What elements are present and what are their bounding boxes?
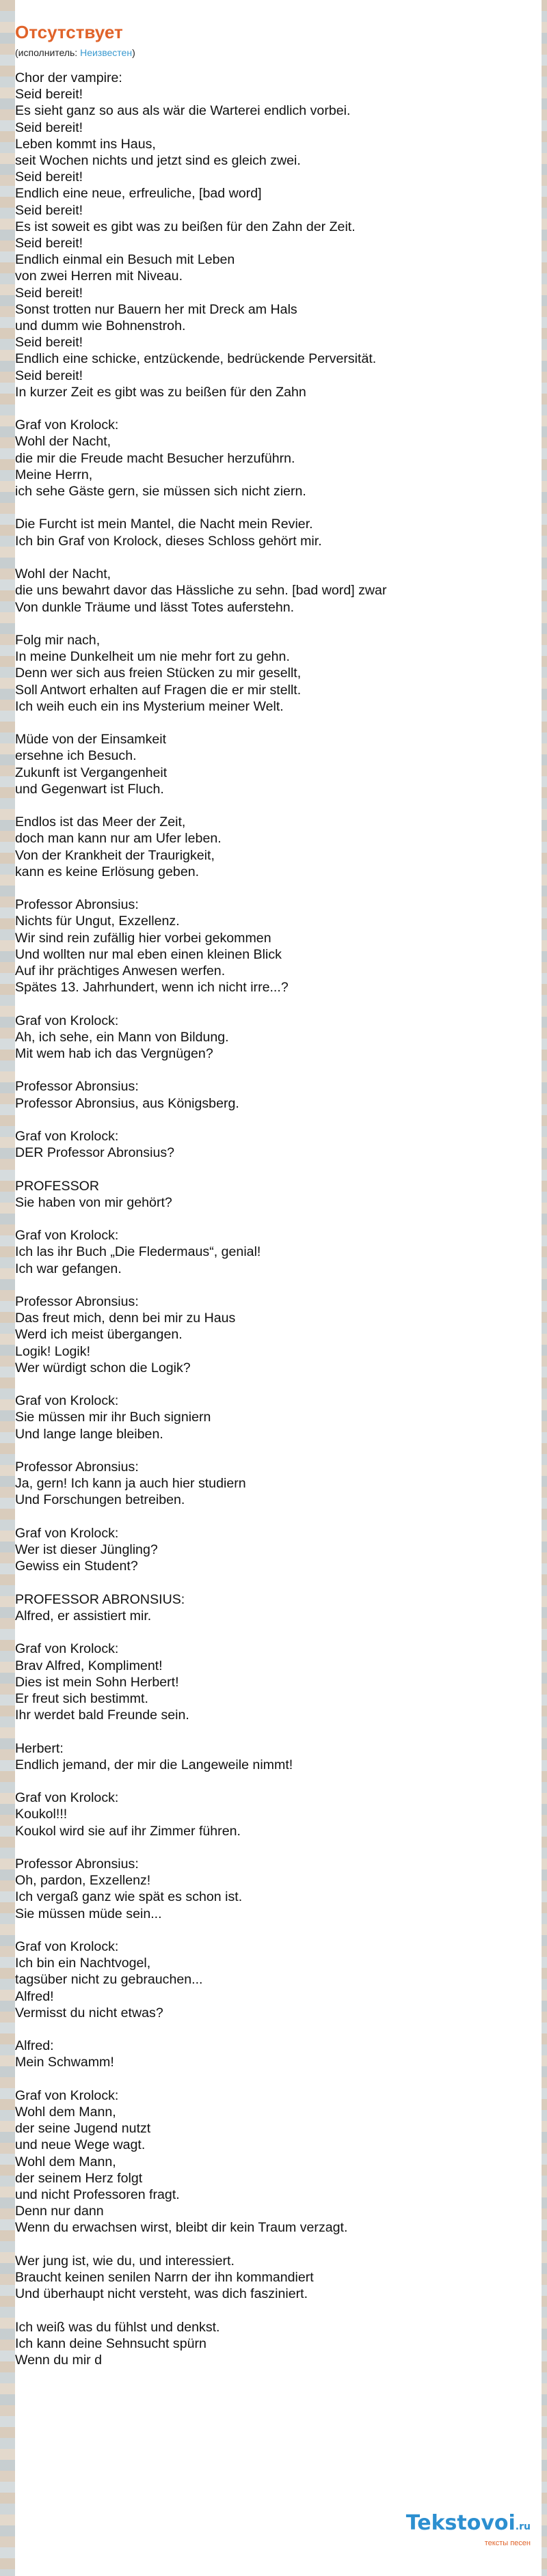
performer-line xyxy=(15,46,542,59)
lyrics-page xyxy=(15,0,542,2576)
logo-tagline: тексты песен xyxy=(484,2539,531,2547)
performer-link[interactable]: Неизвестен xyxy=(80,47,133,58)
logo-wordmark xyxy=(406,2512,531,2538)
lyrics-text: Chor der vampire: Seid bereit! Es sieht ganz so aus als wär die Warterei endlich vorbei. Seid bereit! Leben kommt ins Haus, seit Wochen nichts und jetzt sind es gleich zwei. Seid bereit! Endlich eine neue, erfreuliche, [bad word] Seid bereit! Es ist soweit es gibt was zu beißen für den Zahn der Zeit. Seid bereit! Endlich einmal ein Besuch mit Leben von zwei Herren mit Niveau. Seid bereit! Sonst trotten nur Bauern her mit Dreck am Hals und dumm wie Bohnenstroh. Seid bereit! Endlich eine schicke, entzückende, bedrückende Perversität. Seid bereit! In kurzer Zeit es gibt was zu beißen für den Zahn Graf von Krolock: Wohl der Nacht, die mir die Freude macht Besucher herzuführn. Meine Herrn, ich sehe Gäste gern, sie müssen sich nicht ziern. Die Furcht ist mein Mantel, die Nacht mein Revier. Ich bin Graf von Krolock, dieses Schloss gehört mir. Wohl der Nacht, die uns bewahrt davor das Hässliche zu sehn. [bad word] zwar Von dunkle Träume und lässt Totes auferstehn. Folg mir nach, In meine Dunkelheit um nie mehr fort zu gehn. Denn wer sich aus freien Stücken zu mir gesellt, Soll Antwort erhalten auf Fragen die er mir stellt. Ich weih euch ein ins Mysterium meiner Welt. Müde von der Einsamkeit ersehne ich Besuch. Zukunft ist Vergangenheit und Gegenwart ist Fluch. Endlos ist das Meer der Zeit, doch man kann nur am Ufer leben. Von der Krankheit der Traurigkeit, kann es keine Erlösung geben. Professor Abronsius: Nichts für Ungut, Exzellenz. Wir sind rein zufällig hier vorbei gekommen Und wollten nur mal eben einen kleinen Blick Auf ihr prächtiges Anwesen werfen. Spätes 13. Jahrhundert, wenn ich nicht irre...? Graf von Krolock: Ah, ich sehe, ein Mann von Bildung. Mit wem hab ich das Vergnügen? Professor Abronsius: Professor Abronsius, aus Königsberg. Graf von Krolock: DER Professor Abronsius? PROFESSOR Sie haben von mir gehört? Graf von Krolock: Ich las ihr Buch „Die Fledermaus“, genial! Ich war gefangen. Professor Abronsius: Das freut mich, denn bei mir zu Haus Werd ich meist übergangen. Logik! Logik! Wer würdigt schon die Logik? Graf von Krolock: Sie müssen mir ihr Buch signiern Und lange lange bleiben. Professor Abronsius: Ja, gern! Ich kann ja auch hier studiern Und Forschungen betreiben. Graf von Krolock: Wer ist dieser Jüngling? Gewiss ein Student? PROFESSOR ABRONSIUS: Alfred, er assistiert mir. Graf von Krolock: Brav Alfred, Kompliment! Dies ist mein Sohn Herbert! Er freut sich bestimmt. Ihr werdet bald Freunde sein. Herbert: Endlich jemand, der mir die Langeweile nimmt! Graf von Krolock: Koukol!!! Koukol wird sie auf ihr Zimmer führen. Professor Abronsius: Oh, pardon, Exzellenz! Ich vergaß ganz wie spät es schon ist. Sie müssen müde sein... Graf von Krolock: Ich bin ein Nachtvogel, tagsüber nicht zu gebrauchen... Alfred! Vermisst du nicht etwas? Alfred: Mein Schwamm! Graf von Krolock: Wohl dem Mann, der seine Jugend nutzt und neue Wege wagt. Wohl dem Mann, der seinem Herz folgt und nicht Professoren fragt. Denn nur dann Wenn du erwachsen wirst, bleibt dir kein Traum verzagt. Wer jung ist, wie du, und interessiert. Braucht keinen senilen Narrn der ihn kommandiert Und überhaupt nicht versteht, was dich fasziniert. Ich weiß was du fühlst und denkst. Ich kann deine Sehnsucht spürn Wenn du mir d xyxy=(15,70,387,2368)
performer-suffix: ) xyxy=(132,47,135,58)
logo-tld: .ru xyxy=(515,2521,531,2532)
logo-name: Tekstovoi xyxy=(405,2511,516,2535)
song-header xyxy=(15,0,542,59)
song-title: Отсутствует xyxy=(15,22,123,42)
site-logo[interactable] xyxy=(406,2512,531,2547)
performer-prefix: (исполнитель: xyxy=(15,47,81,58)
